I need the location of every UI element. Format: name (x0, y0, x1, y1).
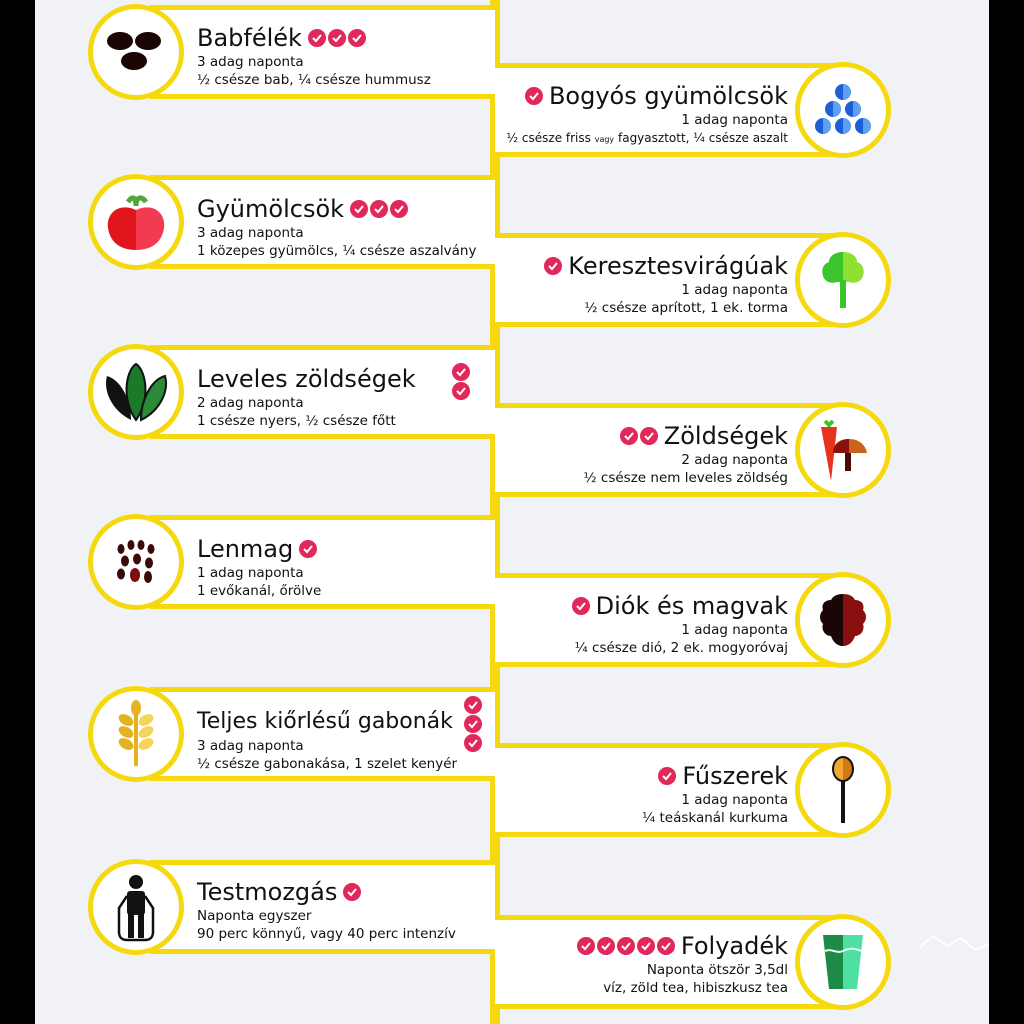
vegetables-title: Zöldségek (663, 422, 788, 450)
wheat-icon (114, 700, 158, 768)
exercise-text (197, 878, 456, 944)
fruits-text (197, 195, 476, 261)
spices-text (642, 762, 788, 828)
walnut-icon-circle (795, 572, 891, 668)
cruciferous-servings: 1 adag naponta (681, 282, 788, 298)
walnut-icon (816, 590, 870, 650)
berries-detail: ½ csésze friss vagy fagyasztott, ¼ csésze aszalt (506, 131, 788, 145)
beverages-text (577, 932, 788, 998)
whole-grains-checks (464, 696, 482, 752)
check-icon (525, 87, 543, 105)
check-icon (464, 696, 482, 714)
beverages-detail: víz, zöld tea, hibiszkusz tea (603, 980, 788, 996)
wheat-icon-circle (88, 686, 184, 782)
apple-icon-circle (88, 174, 184, 270)
nuts-servings: 1 adag naponta (681, 622, 788, 638)
beans-title: Babfélék (197, 24, 302, 52)
whole-grains-servings: 3 adag naponta (197, 738, 304, 754)
berries-checks (525, 87, 543, 105)
beverages-title: Folyadék (680, 932, 788, 960)
exercise-checks (343, 883, 361, 901)
exercise-servings: Naponta egyszer (197, 908, 312, 924)
broccoli-icon (818, 248, 868, 312)
broccoli-icon-circle (795, 232, 891, 328)
beans-icon (104, 27, 168, 77)
leafy-greens-servings: 2 adag naponta (197, 395, 304, 411)
fruits-servings: 3 adag naponta (197, 225, 304, 241)
check-icon (390, 200, 408, 218)
glass-icon (821, 933, 865, 991)
vegetables-detail: ½ csésze nem leveles zöldség (583, 470, 788, 486)
leafy-greens-icon (101, 360, 171, 424)
check-icon (637, 937, 655, 955)
flaxseed-icon-circle (88, 514, 184, 610)
beans-icon-circle (88, 4, 184, 100)
flaxseed-text (197, 535, 321, 601)
berries-servings: 1 adag naponta (681, 112, 788, 128)
check-icon (343, 883, 361, 901)
check-icon (572, 597, 590, 615)
check-icon (350, 200, 368, 218)
check-icon (544, 257, 562, 275)
berries-title: Bogyós gyümölcsök (548, 82, 788, 110)
check-icon (348, 29, 366, 47)
leafy-greens-checks (452, 363, 470, 400)
cruciferous-checks (544, 257, 562, 275)
leafy-greens-text (197, 365, 416, 431)
nuts-checks (572, 597, 590, 615)
apple-icon (104, 190, 168, 254)
check-icon (620, 427, 638, 445)
vegetables-checks (620, 427, 658, 445)
leafy-greens-title: Leveles zöldségek (197, 365, 416, 393)
jump-rope-icon-circle (88, 859, 184, 955)
cruciferous-title: Keresztesvirágúak (568, 252, 788, 280)
whole-grains-title: Teljes kiőrlésű gabonák (197, 709, 453, 734)
flaxseed-detail: 1 evőkanál, őrölve (197, 583, 322, 599)
beans-servings: 3 adag naponta (197, 54, 304, 70)
beverages-checks (577, 937, 675, 955)
exercise-detail: 90 perc könnyű, vagy 40 perc intenzív (197, 926, 456, 942)
check-icon (452, 382, 470, 400)
check-icon (452, 363, 470, 381)
cruciferous-detail: ½ csésze aprított, 1 ek. torma (584, 300, 788, 316)
spices-servings: 1 adag naponta (681, 792, 788, 808)
nuts-title: Diók és magvak (595, 592, 788, 620)
check-icon (464, 715, 482, 733)
berries-icon-circle (795, 62, 891, 158)
berries-text (506, 82, 788, 150)
daily-dozen-infographic (35, 0, 989, 1024)
fruits-title: Gyümölcsök (197, 195, 345, 223)
check-icon (299, 540, 317, 558)
check-icon (370, 200, 388, 218)
beverages-servings: Naponta ötször 3,5dl (646, 962, 788, 978)
spoon-icon-circle (795, 742, 891, 838)
flaxseed-checks (299, 540, 317, 558)
whole-grains-detail: ½ csésze gabonakása, 1 szelet kenyér (197, 756, 458, 772)
berries-icon (813, 83, 873, 137)
flaxseed-icon (111, 537, 161, 587)
flaxseed-servings: 1 adag naponta (197, 565, 304, 581)
carrot-mushroom-icon (811, 415, 875, 485)
carrot-mushroom-icon-circle (795, 402, 891, 498)
flaxseed-title: Lenmag (197, 535, 294, 563)
exercise-title: Testmozgás (197, 878, 338, 906)
spoon-icon (828, 755, 858, 825)
vegetables-text (584, 422, 788, 488)
check-icon (658, 767, 676, 785)
whole-grains-text (197, 708, 457, 774)
beans-detail: ½ csésze bab, ¼ csésze hummusz (197, 72, 431, 88)
glass-icon-circle (795, 914, 891, 1010)
nuts-detail: ¼ csésze dió, 2 ek. mogyoróvaj (574, 640, 788, 656)
check-icon (308, 29, 326, 47)
check-icon (577, 937, 595, 955)
leafy-greens-detail: 1 csésze nyers, ½ csésze főtt (197, 413, 396, 429)
cruciferous-text (544, 252, 788, 318)
check-icon (617, 937, 635, 955)
beans-text (197, 24, 431, 90)
fruits-detail: 1 közepes gyümölcs, ¼ csésze aszalvány (197, 243, 477, 259)
spices-title: Fűszerek (682, 762, 788, 790)
jump-rope-icon (111, 872, 161, 942)
check-icon (657, 937, 675, 955)
page-fold-decoration (919, 930, 989, 960)
spices-detail: ¼ teáskanál kurkuma (642, 810, 788, 826)
vegetables-servings: 2 adag naponta (681, 452, 788, 468)
leafy-greens-icon-circle (88, 344, 184, 440)
nuts-text (572, 592, 788, 658)
beans-checks (308, 29, 366, 47)
check-icon (328, 29, 346, 47)
check-icon (464, 734, 482, 752)
spices-checks (658, 767, 676, 785)
check-icon (597, 937, 615, 955)
check-icon (640, 427, 658, 445)
fruits-checks (350, 200, 408, 218)
